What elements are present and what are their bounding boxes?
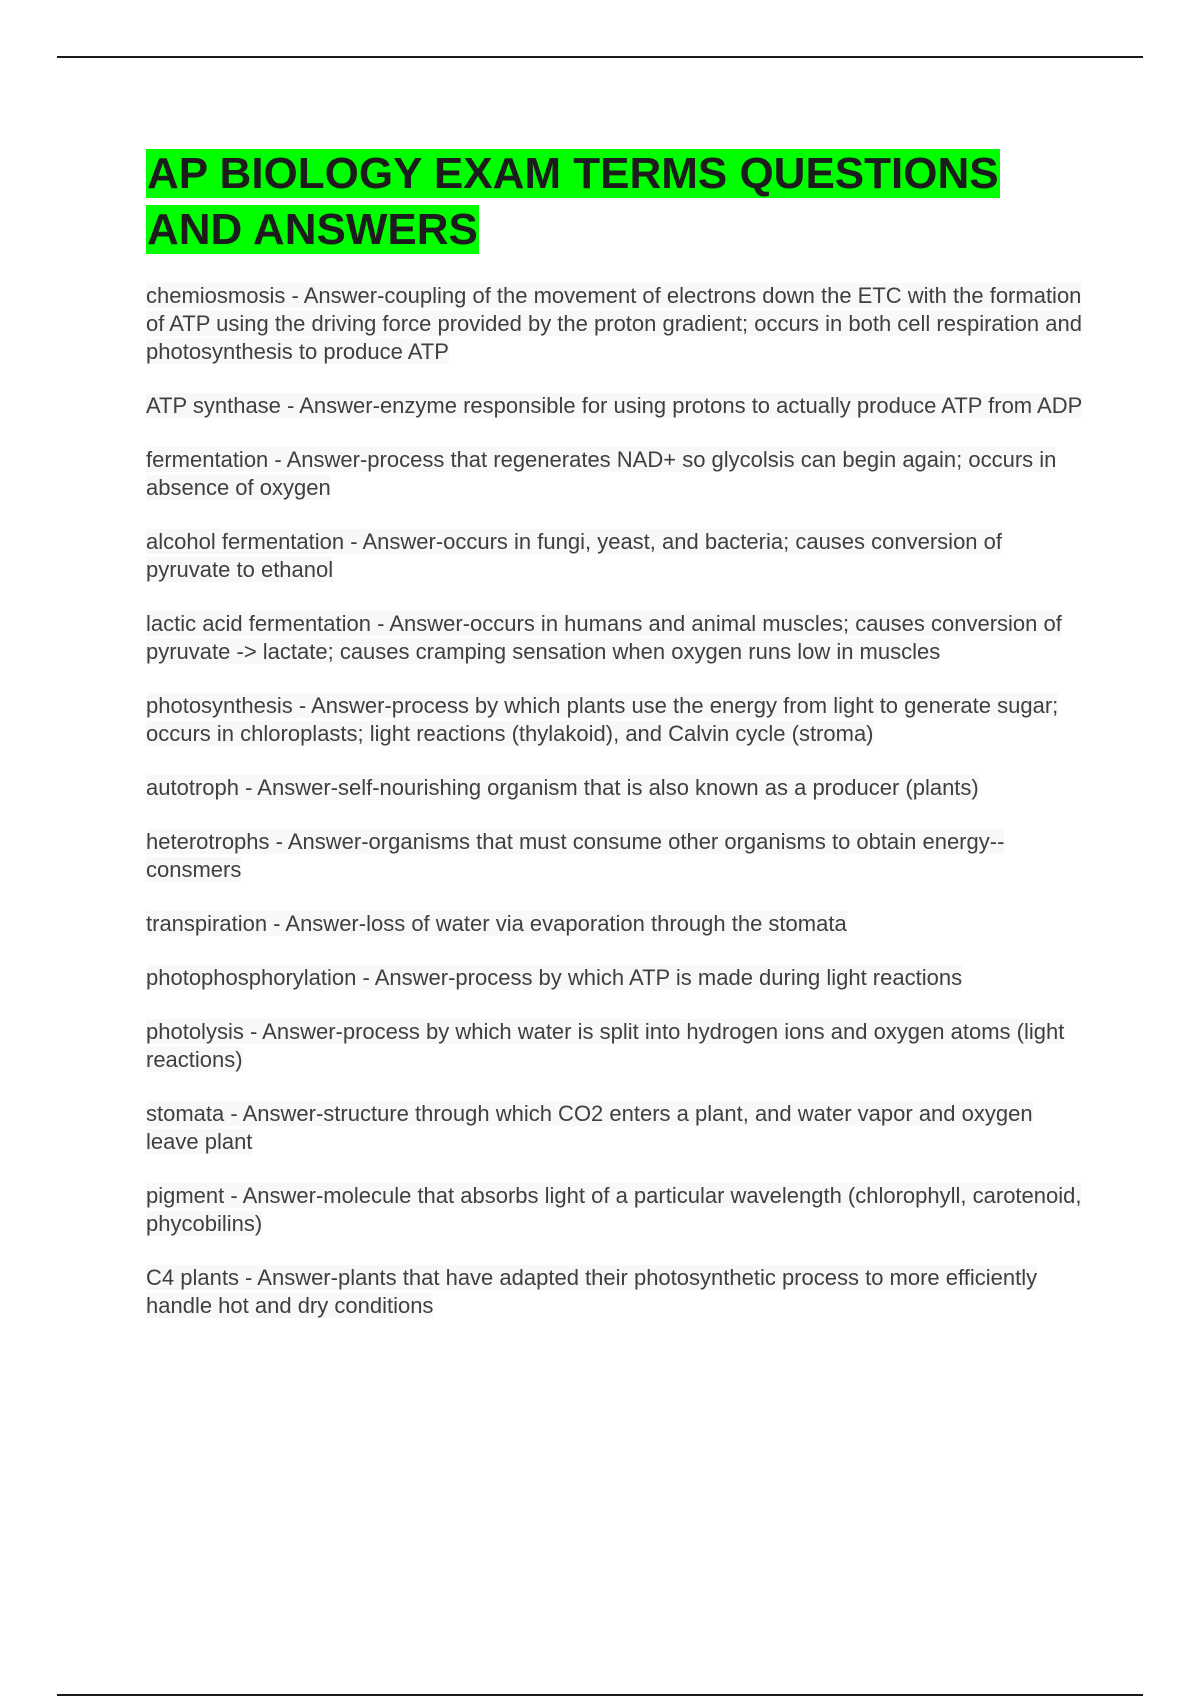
qa-item xyxy=(146,910,1091,938)
document-body xyxy=(146,146,1091,1346)
qa-item-text: transpiration - Answer-loss of water via evaporation through the stomata xyxy=(146,911,847,936)
qa-item-text: photolysis - Answer-process by which water is split into hydrogen ions and oxygen atoms (light reactions) xyxy=(146,1019,1065,1072)
qa-item-text: photosynthesis - Answer-process by which plants use the energy from light to generate sugar; occurs in chloroplasts; light reactions (thylakoid), and Calvin cycle (stroma) xyxy=(146,693,1059,746)
qa-item xyxy=(146,610,1091,666)
bottom-rule xyxy=(57,1694,1143,1696)
qa-item-text: alcohol fermentation - Answer-occurs in fungi, yeast, and bacteria; causes conversion of pyruvate to ethanol xyxy=(146,529,1003,582)
qa-item xyxy=(146,1018,1091,1074)
qa-item xyxy=(146,692,1091,748)
qa-item xyxy=(146,774,1091,802)
qa-item-text: fermentation - Answer-process that regenerates NAD+ so glycolsis can begin again; occurs in absence of oxygen xyxy=(146,447,1057,500)
qa-item xyxy=(146,828,1091,884)
qa-item xyxy=(146,528,1091,584)
document-title-text: AP BIOLOGY EXAM TERMS QUESTIONS AND ANSWERS xyxy=(147,149,999,254)
qa-item-text: pigment - Answer-molecule that absorbs light of a particular wavelength (chlorophyll, carotenoid, phycobilins) xyxy=(146,1183,1082,1236)
qa-item-text: C4 plants - Answer-plants that have adapted their photosynthetic process to more efficiently handle hot and dry conditions xyxy=(146,1265,1038,1318)
document-title xyxy=(146,146,1091,258)
top-rule xyxy=(57,56,1143,58)
qa-item-text: stomata - Answer-structure through which CO2 enters a plant, and water vapor and oxygen leave plant xyxy=(146,1101,1033,1154)
qa-item-text: heterotrophs - Answer-organisms that must consume other organisms to obtain energy--consmers xyxy=(146,829,1005,882)
qa-item-text: chemiosmosis - Answer-coupling of the movement of electrons down the ETC with the formation of ATP using the driving force provided by the proton gradient; occurs in both cell respiration and photosynthesis to produce ATP xyxy=(146,283,1082,364)
qa-item-text: autotroph - Answer-self-nourishing organism that is also known as a producer (plants) xyxy=(146,775,979,800)
qa-item xyxy=(146,282,1091,366)
qa-item xyxy=(146,446,1091,502)
qa-item xyxy=(146,392,1091,420)
qa-item-text: lactic acid fermentation - Answer-occurs in humans and animal muscles; causes conversion of pyruvate -> lactate; causes cramping sensation when oxygen runs low in muscles xyxy=(146,611,1062,664)
qa-item xyxy=(146,1264,1091,1320)
qa-item xyxy=(146,964,1091,992)
qa-item xyxy=(146,1100,1091,1156)
qa-item-text: photophosphorylation - Answer-process by which ATP is made during light reactions xyxy=(146,965,963,990)
qa-list xyxy=(146,282,1091,1320)
qa-item-text: ATP synthase - Answer-enzyme responsible for using protons to actually produce ATP from ADP xyxy=(146,393,1083,418)
qa-item xyxy=(146,1182,1091,1238)
